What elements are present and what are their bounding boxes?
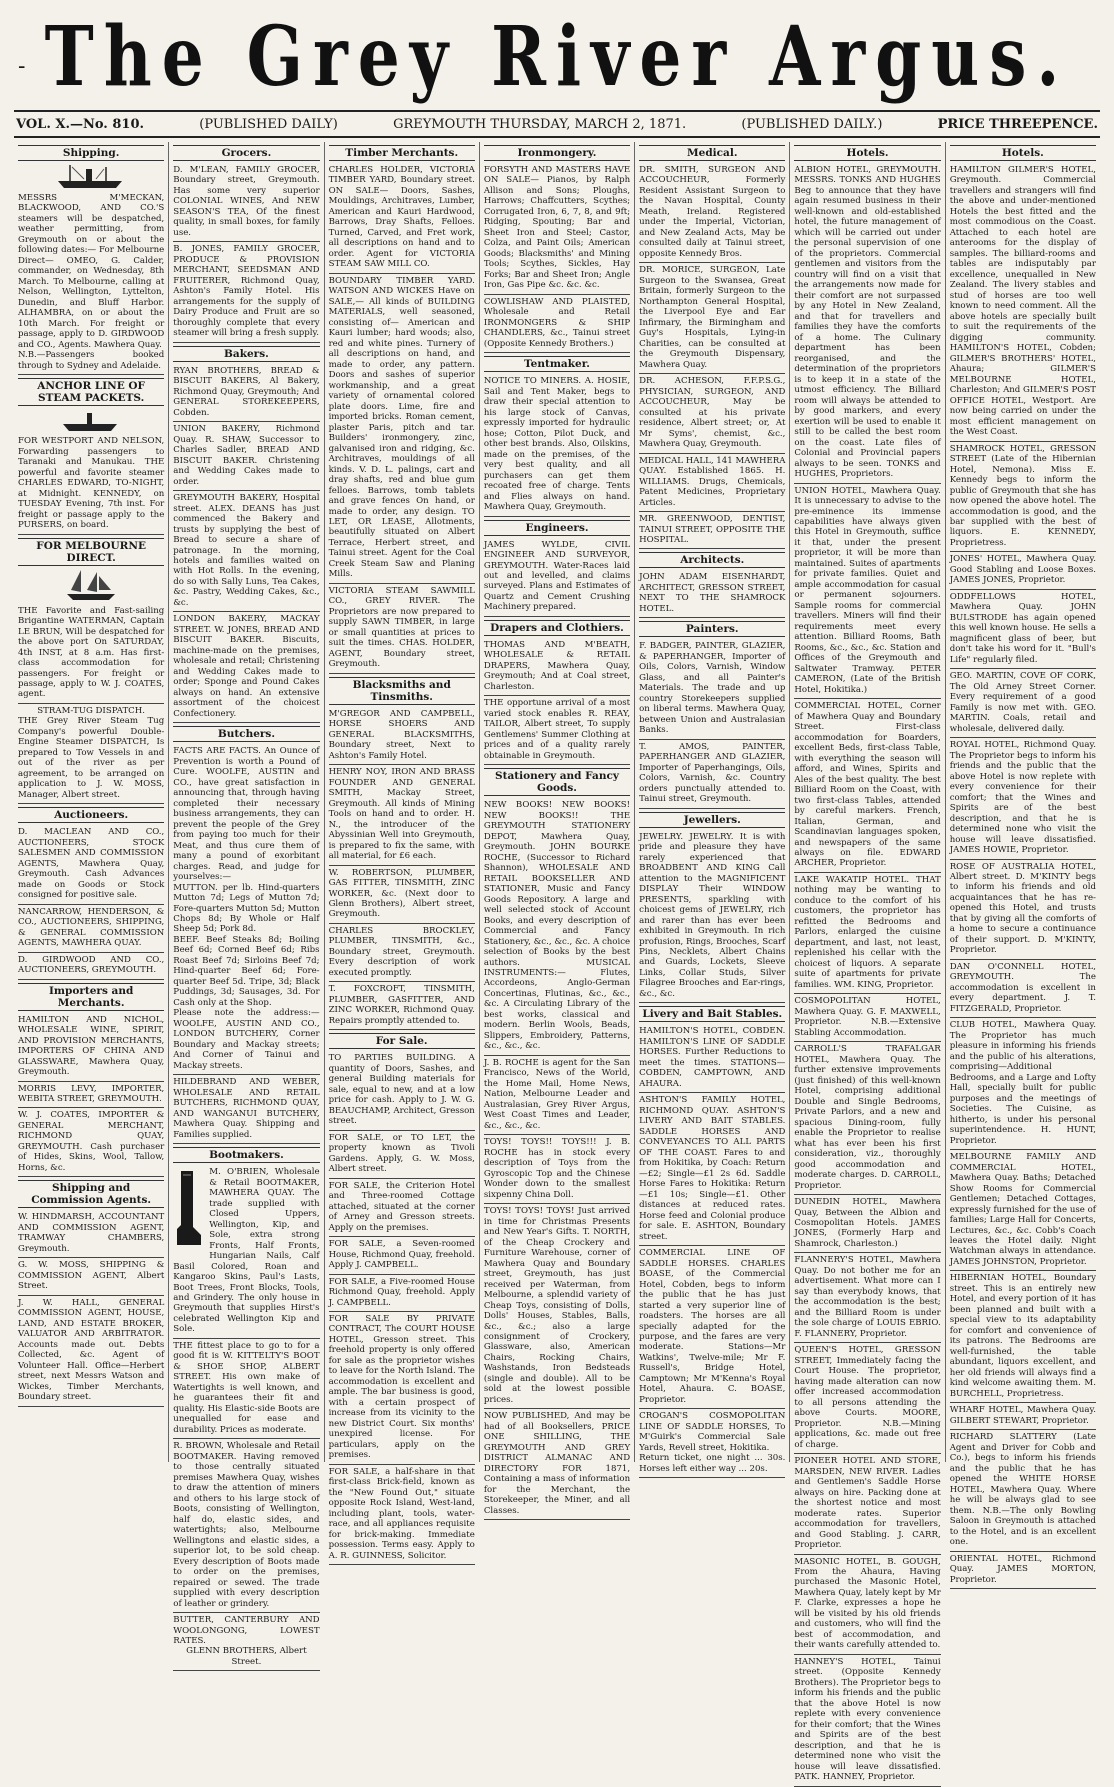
- ad-text: CLUB HOTEL, Mawhera Quay. The Proprietor has much pleasure in informing his friends and the public of his alterations, comprising—Additional Bedrooms, and a Large and Lofty Hall, specially built for public purposes and the meetings of Societies. The Cuisine, as hitherto, is under his personal superintendence. H. HUNT, Proprietor.: [949, 1020, 1096, 1146]
- boot-icon: [173, 1169, 203, 1251]
- masthead: [14, 6, 1100, 106]
- ad-text: D. M'LEAN, FAMILY GROCER, Boundary street, Greymouth. Has some very superior COLONIAL WINES, And NEW SEASON'S TEA, Of the finest quality, in small boxes, for family use.: [173, 165, 320, 238]
- ad-brockley: [329, 924, 475, 982]
- ad-text: FOR SALE, the Criterion Hotel and Three-roomed Cottage attached, situated at the corner of Arney and Gresson streets. Apply on the premises.: [328, 1180, 475, 1233]
- ad-greenwood: [639, 512, 785, 549]
- ad-girdwood: [18, 953, 164, 980]
- ad-rose-of-australia: [950, 860, 1096, 960]
- ad-text: HANNEY'S HOTEL, Tainui street. (Opposite Kennedy Brothers). The Proprietor begs to inform his friends and the public that the above Hotel is now replete with every convenience for their comfort; that the Wines and Spirits are of the best description, and that he is determined none who visit the house will leave dissatisfied. PATK. HANNEY, Proprietor.: [794, 1656, 941, 1783]
- ad-thomas-mbeath: [484, 638, 630, 696]
- ad-hibernian-hotel: [950, 1271, 1096, 1403]
- ad-new-books: [484, 798, 630, 1056]
- ad-gilmers-hotel: [950, 163, 1096, 442]
- ad-criterion: [329, 1179, 475, 1237]
- ad-note: N.B.—Passengers booked through to Sydney and Adelaide.: [18, 350, 165, 371]
- ad-text: HENRY NOY, IRON AND BRASS FOUNDER AND GENERAL SMITH, Mackay Street, Greymouth. All kinds of Mining Tools on hand and to order. H. N., the introducer of the Abyssinian Well into Greymouth, is prepared to fix the same, with all material, for £6 each.: [328, 767, 475, 862]
- ad-text: CHARLES HOLDER, VICTORIA TIMBER YARD, Boundary street. ON SALE— Doors, Sashes, Mouldings, Architraves, Lumber, American and Kauri Hardwood, Barrows, Dray Shafts, Felloes. Turned, Carved, and Fret work, all descriptions on hand and to order. Agent for VICTORIA STEAM SAW MILL CO.: [328, 165, 475, 270]
- ad-hanneys-hotel: [794, 1655, 940, 1787]
- ad-text: THOMAS AND M'BEATH, WHOLESALE & RETAIL DRAPERS, Mawhera Quay, Greymouth; And at Coal street, Charleston.: [483, 639, 631, 692]
- ad-text: MESSRS M'MECKAN, BLACKWOOD, AND CO.'S steamers will be despatched, weather permitting, from Greymouth on or about the following dates:— For Melbourne Direct— OMEO, G. Calder, commander, on Wednesday, 8th March. To Melbourne, calling at Nelson, Wellington, Lyttelton, Dunedin, and Bluff Harbor. ALHAMBRA, on or about the 10th March. For freight or passage, apply to D. GIRDWOOD and CO., Agents. Mawhera Quay.: [18, 193, 165, 350]
- ad-ashton: [639, 1093, 785, 1246]
- ad-text: CROGAN'S COSMOPOLITAN LINE OF SADDLE HORSES, To M'Guirk's Commercial Sale Yards, Revell street, Hokitika.: [639, 1411, 786, 1453]
- ad-text: MEDICAL HALL, 141 MAWHERA QUAY. Established 1865. H. WILLIAMS. Drugs, Chemicals, Patent Medicines, Proprietary Articles.: [639, 455, 786, 508]
- ad-text: J. B. ROCHE is agent for the San Francisco, News of the World, the Home Mail, Home News, Nation, Melbourne Leader and Australasian, Grey River Argus, West Coast Times and Leader, &c., &c., &c.: [483, 1057, 631, 1131]
- ad-cowlishaw: [484, 295, 630, 353]
- ad-geo-martin: [950, 669, 1096, 738]
- ad-text: DAN O'CONNELL HOTEL, GREYMOUTH. The accommodation is excellent in every department. J. T. FITZGERALD, Proprietor.: [949, 961, 1096, 1014]
- ad-text: FOR SALE BY PRIVATE CONTRACT, The COURT HOUSE HOTEL, Gresson street. This freehold property is only offered for sale as the proprietor wishes to leave for the North Island. The accommodation is excellent and ample. The bar business is good, with a certain prospect of increase from its vicinity to the new District Court. Six months' unexpired license. For particulars, apply on the premises.: [328, 1313, 475, 1461]
- price: PRICE THREEPENCE.: [937, 116, 1098, 132]
- ad-text: D. MACLEAN AND CO., AUCTIONEERS, STOCK SALESMEN AND COMMISSION AGENTS, Mawhera Quay, Greymouth. Cash Advances made on Goods or Stock consigned for positive sale.: [18, 827, 165, 901]
- ad-text: MORRIS LEVY, IMPORTER, WEBITA STREET, GREYMOUTH.: [18, 1083, 165, 1104]
- newspaper-title: The Grey River Argus.: [44, 7, 1070, 105]
- ad-text: JONES' HOTEL, Mawhera Quay. Good Stabling and Loose Boxes. JAMES JONES, Proprietor.: [949, 554, 1096, 586]
- ad-text: HAMILTON AND NICHOL, WHOLESALE WINE, SPIRIT, AND PROVISION MERCHANTS, IMPORTERS OF CHINA AND GLASSWARE, Mawhera Quay, Greymouth.: [18, 1014, 165, 1078]
- ad-roche-toys: [484, 1135, 630, 1204]
- ad-text: MELBOURNE FAMILY AND COMMERCIAL HOTEL, Mawhera Quay. Baths; Detached Show Rooms for Commercial Gentlemen; Detached Cottages, expressly furnished for the use of families; Large Hall for Concerts, Lectures, &c., &c. Cobb's Coach leaves the Hotel daily. Night Watchman always in attendance. JAMES JOHNSTON, Proprietor.: [949, 1152, 1096, 1267]
- ad-parties-building: [329, 1051, 475, 1130]
- section-heading: Stationery and Fancy Goods.: [484, 768, 630, 796]
- ad-text: T. FOXCROFT, TINSMITH, PLUMBER, GASFITTER, AND ZINC WORKER, Richmond Quay. Repairs promptly attended to.: [328, 984, 475, 1026]
- ad-cosmopolitan: [794, 994, 940, 1042]
- ad-text: DR. SMITH, SURGEON AND ACCOUCHEUR, Formerly Resident Assistant Surgeon to the Navan Hospital, County Meath, Ireland. Registered under the Imperial, Victorian, and New Zealand Acts, May be consulted daily at Tainui street, opposite Kennedy Bros.: [639, 165, 786, 259]
- price-list-beef: BEEF. Beef Steaks 8d; Boiling Beef 6d; Corned Beef 6d; Ribs Roast Beef 7d; Sirloins Beef 7d; Hind-quarter Beef 6d; Fore-quarter Beef 5d. Tripe, 3d; Black Puddings, 3d; Sausages, 3d. For Cash only at the Shop.: [173, 934, 320, 1008]
- section-heading: Engineers.: [484, 520, 630, 536]
- ad-dan-oconnell: [950, 960, 1096, 1018]
- ad-hall: [18, 1296, 164, 1407]
- ad-text: DUNEDIN HOTEL, Mawhera Quay, Between the Albion and Cosmopolitan Hotels. JAMES JONES, (Formerly Harp and Shamrock, Charleston.): [794, 1197, 941, 1249]
- ad-union-hotel: [794, 484, 940, 700]
- ad-waterman: [18, 604, 164, 704]
- ad-mlean: [173, 163, 319, 242]
- section-heading: Hotels.: [950, 145, 1096, 161]
- columns: [14, 142, 1100, 1783]
- ad-morris-levy: [18, 1082, 164, 1109]
- ad-victoria-sawmill: [329, 584, 475, 674]
- ad-text: UNION HOTEL, Mawhera Quay. It is unnecessary to advise to the pre-eminence its immense capabilities have always given this Hotel in Greymouth, suffice it that, under the present proprietor, it will be more than maintained. Suites of apartments for private families. Quiet and ample accommodation for casual or permanent sojourners. Sample rooms for commercial travellers. Miners will find their requirements meet every attention. Billiard Rooms, Bath Rooms, &c., &c., &c. Station and Offices of the Greymouth and Saltwater Tramway. PETER CAMERON, (Late of the British Hotel, Hokitika.): [794, 485, 941, 695]
- ad-text: COMMERCIAL HOTEL, Corner of Mawhera Quay and Boundary Street. First-class accommodation for Boarders, excellent Beds, first-class Table, with everything the season will afford, and Wines, Spirits and Ales of the best quality. The best Billiard Room on the Coast, with two first-class Tables, attended by careful markers. French, Italian, German, and Scandinavian languages spoken, and newspapers of the same always on file. EDWARD ARCHER, Proprietor.: [794, 701, 941, 869]
- ad-text: FACTS ARE FACTS. An Ounce of Prevention is worth a Pound of Cure. WOOLFE, AUSTIN and CO., have great satisfaction in announcing that, through having completed their necessary business arrangements, they can prevent the people of the Grey from paying too much for their Meat, and thus cure them of many a pound of exorbitant charges. Read, and judge for yourselves:—: [173, 746, 320, 883]
- ad-text: LONDON BAKERY, MACKAY STREET. W. JONES, BREAD AND BISCUIT BAKER. Biscuits, machine-made on the premises, wholesale and retail; Christening and Wedding Cakes made to order; Sponge and Pound Cakes always on hand. An extensive assortment of the choicest Confectionery.: [173, 614, 320, 719]
- column-7: [946, 142, 1100, 1585]
- column-4: [480, 142, 635, 1516]
- ad-oddfellows-hotel: [950, 590, 1096, 669]
- ad-text: SHAMROCK HOTEL, GRESSON STREET (Late of the Hibernian Hotel, Nemona). Miss E. Kennedy begs to inform the public of Greymouth that she has now opened the above hotel. The accommodation is good, and the bar supplied with the best of liquors. E. KENNEDY, Proprietress.: [949, 443, 1096, 548]
- section-heading: Importers and Merchants.: [18, 983, 164, 1011]
- ad-text: PIONEER HOTEL AND STORE, MARSDEN, NEW RIVER. Ladies and Gentlemen's Saddle Horse always on hire. Packing done at the shortest notice and most moderate rates. Superior accommodation for travellers, and Good Stabling. J. CARR, Proprietor.: [794, 1456, 941, 1551]
- ad-carrolls-trafalgar: [794, 1042, 940, 1195]
- ad-jewelry: [639, 830, 785, 1004]
- ad-roche-agent: [484, 1056, 630, 1135]
- ad-text: FOR WESTPORT AND NELSON, Forwarding passengers to Taranaki and Manukau. THE powerful and favorite steamer CHARLES EDWARD, TO-NIGHT, at Midnight. KENNEDY, on TUESDAY Evening, 7th inst. For freight or passage apply to the PURSERS, on board.: [18, 436, 165, 531]
- dateline-bar: [14, 110, 1100, 138]
- section-heading: Architects.: [639, 552, 785, 568]
- ad-text: M. O'BRIEN, Wholesale & Retail BOOTMAKER, MAWHERA QUAY. The trade supplied with Closed Uppers, Wellington, Kip, and Sole, extra strong Fronts, Half Fronts, Hungarian Nails, Calf Basil Colored, Roan and Kangaroo Skins, Paul's Lasts, Boot Trees, Front Blocks, Tools, and Grindery. The only house in Greymouth that supplies Hirst's celebrated Wellington Kip and Sole.: [173, 1167, 320, 1335]
- ad-nancarrow: [18, 905, 164, 953]
- section-heading: For Sale.: [329, 1033, 475, 1049]
- ad-text: HILDEBRAND AND WEBER, WHOLESALE AND RETAIL BUTCHERS, RICHMOND QUAY, AND WANGANUI BUTCHERY, Mawhera Quay. Shipping and Families supplied.: [173, 1077, 320, 1140]
- ad-text: W. J. COATES, IMPORTER & GENERAL MERCHANT, RICHMOND QUAY, GREYMOUTH. Cash purchaser of Hides, Skins, Wool, Tallow, Horns, &c.: [18, 1110, 165, 1173]
- ad-badger: [639, 639, 785, 739]
- ad-text: W. HINDMARSH, ACCOUNTANT AND COMMISSION AGENT, TRAMWAY CHAMBERS, Greymouth.: [18, 1212, 165, 1254]
- ad-coates: [18, 1108, 164, 1177]
- ad-shamrock-hotel: [950, 442, 1096, 553]
- ad-greymouth-bakery: [173, 491, 319, 612]
- ad-text: THE Favorite and Fast-sailing Brigantine WATERMAN, Captain LE BRUN, Will be despatched for the above port On SATURDAY, 4th INST, at 8 a.m. Has first-class accommodation for passengers. For freight or passage, apply to W. J. COATES, agent.: [18, 605, 165, 700]
- ad-text: ODDFELLOWS HOTEL, Mawhera Quay. JOHN BULSTRODE has again opened this well known house. He sells a magnificent glass of beer, but don't take his word for it. "Bull's Life" regularly filed.: [949, 591, 1096, 665]
- ad-reay: [484, 696, 630, 765]
- column-2: [169, 142, 324, 1667]
- ad-white-horse-hotel: [950, 1430, 1096, 1551]
- ad-text: HAMILTON GILMER'S HOTEL, Greymouth. Commercial travellers and strangers will find the above and under-mentioned Hotels the best fitted and the most commodious on the Coast. Attached to each hotel are anterooms for the display of samples. The billiard-rooms and tables are indisputably par excellence, unequalled in New Zealand. The livery stables and stud of horses are too well known to need comment. All the above hotels are specially built to suit the requirements of the digging community. HAMILTON'S HOTEL, Cobden; GILMER'S BROTHERS' HOTEL, Ahaura; GILMER'S MELBOURNE HOTEL, Charleston; And GILMER'S POST OFFICE HOTEL, Westport. Are now being carried on under the most efficient management on the West Coast.: [949, 165, 1096, 438]
- ad-text: CARROLL'S TRAFALGAR HOTEL, Mawhera Quay. The further extensive improvements (just finished) of this well-known Hotel, comprising additional Double and Single Bedrooms, Private Parlors, and a new and spacious Dining-room, fully enable the Proprietor to realise what has ever been his first consideration, viz., thoroughly good accommodation and moderate charges. D. CARROLL, Proprietor.: [794, 1044, 941, 1191]
- column-3: [325, 142, 480, 1561]
- ad-club-hotel: [950, 1018, 1096, 1150]
- ad-commercial-hotel: [794, 699, 940, 873]
- ad-text: BOUNDARY TIMBER YARD. WATSON AND WICKES Have on SALE,— All kinds of BUILDING MATERIALS, well seasoned, consisting of— American and Kauri lumber; hard woods; also, red and white pines. Turnery of all descriptions on hand, and made to order, any pattern. Doors and sashes of superior workmanship, and a great variety of ornamental colored plate doors. Lime, fire and imported bricks. Roman cement, plaster Paris, pitch and tar. Builders' ironmongery, zinc, galvanised iron and ridging, &c. Architraves, mouldings of all kinds. V. D. L. palings, cart and dray shafts, red and blue gum felloes. Barrows, tomb tablets and grave fences On hand, or made to order, any design. TO LET, OR LEASE, Allotments, beautifully situated on Albert Terrace, Herbert street, and Tainui street. Agent for the Coal Creek Steam Saw and Planing Mills.: [328, 275, 475, 580]
- ad-moss: [18, 1258, 164, 1295]
- ad-text: FOR SALE, a half-share in that first-class Brick-field, known as the "New Found Out," situate opposite Rock Island, West-land, including plant, tools, water-race, and all appliances requisite for brick-making. Immediate possession. Terms easy. Apply to A. R. GUINNESS, Solicitor.: [328, 1466, 475, 1561]
- ad-jones-grocer: [173, 242, 319, 342]
- ad-butter: [173, 1613, 319, 1671]
- ad-amos: [639, 740, 785, 809]
- ad-text: NANCARROW, HENDERSON, & CO., AUCTIONEERS, SHIPPING, & GENERAL COMMISSION AGENTS, MAWHERA QUAY.: [18, 906, 165, 949]
- ad-text: VICTORIA STEAM SAWMILL CO., GREY RIVER. The Proprietors are now prepared to supply SAWN TIMBER, in large or small quantities at prices to suit the times. CHAS. HOLDER, AGENT, Boundary street, Greymouth.: [328, 585, 475, 670]
- ad-address: Please note the address:— WOOLFE, AUSTIN AND CO., LONDON BUTCHERY, Corner Boundary and Mackay streets; And Corner of Tainui and Mackay streets.: [173, 1008, 320, 1071]
- section-heading: Shipping and Commission Agents.: [18, 1180, 164, 1208]
- place-and-date: GREYMOUTH THURSDAY, MARCH 2, 1871.: [393, 116, 687, 132]
- ad-text: J. W. HALL, GENERAL COMMISSION AGENT, HOUSE, LAND, AND ESTATE BROKER, VALUATOR AND ARBITRATOR. Accounts made out. Debts Collected, &c. Agent of Volunteer Hall. Office—Herbert street, next Messrs Watson and Wickes, Timber Merchants, Boundary street.: [18, 1297, 165, 1403]
- margin-mark: -: [18, 54, 26, 79]
- ad-mgregor: [329, 707, 475, 765]
- ad-text: JAMES WYLDE, CIVIL ENGINEER AND SURVEYOR, GREYMOUTH. Water-Races laid out and levelled, and claims surveyed. Plans and Estimates of Quartz and Cement Crushing Machinery prepared.: [483, 539, 631, 613]
- ad-facts: [173, 744, 319, 1075]
- ad-kittelty: [173, 1339, 319, 1439]
- ad-foxcroft: [329, 982, 475, 1030]
- ad-text: DR. ACHESON, F.F.P.S.G., PHYSICIAN, SURGEON, AND ACCOUCHEUR, May be consulted at his private residence, Albert street; or, At Mr Syms', chemist, &c., Mawhera Quay, Greymouth.: [639, 376, 786, 450]
- ad-text: T. AMOS, PAINTER, PAPERHANGER AND GLAZIER, Importer of Paperhangings, Oils, Colors, Varnish, &c. Country orders punctually attended to. Tainui street, Greymouth.: [639, 741, 786, 805]
- section-heading: Hotels.: [794, 145, 940, 161]
- section-heading: Ironmongery.: [484, 145, 630, 161]
- ad-text: DR. MORICE, SURGEON, Late Surgeon to the Swansea, Great Britain, formerly Surgeon to the Northampton General Hospital, the Liverpool Eye and Ear Infirmary, the Birmingham and Guy's Hospitals, Lying-in Charities, can be consulted at the Greymouth Dispensary, Mawhera Quay.: [639, 265, 786, 370]
- ad-text: LAKE WAKATIP HOTEL. THAT nothing may be wanting to conduce to the comfort of his customers, the proprietor has refitted the Bedrooms and Parlors, enlarged the cuisine department, and last, not least, replenished his cellar with the choicest of liquors. A separate suite of apartments for private families. WM. KING, Proprietor.: [794, 874, 941, 990]
- ad-text: MR. GREENWOOD, DENTIST, TAINUI STREET, OPPOSITE THE HOSPITAL.: [639, 514, 786, 545]
- ad-north-toys: [484, 1204, 630, 1409]
- section-heading: Jewellers.: [639, 812, 785, 828]
- section-heading: Butchers.: [173, 726, 319, 742]
- ad-court-house-hotel: [329, 1312, 475, 1465]
- ad-text: JEWELRY. JEWELRY. It is with pride and pleasure they have rarely experienced that BROADBENT AND KING Call attention to the MAGNIFICENT DISPLAY Their WINDOW PRESENTS, sparkling with choicest gems of JEWELRY, rich and rarer than has ever been exhibited in Greymouth. In rich profusion, Rings, Brooches, Scarf Pins, Necklets, Albert Chains and Guards, Lockets, Sleeve Links, Collar Studs, Silver Filagree Brooches and Ear-rings, &c., &c.: [639, 831, 786, 999]
- published-daily-right: (PUBLISHED DAILY.): [741, 116, 883, 132]
- ad-anchor-line: [18, 434, 164, 534]
- ad-oriental-hotel: [950, 1552, 1096, 1589]
- section-heading: Medical.: [639, 145, 785, 161]
- ad-tivoli: [329, 1131, 475, 1179]
- ad-text: M'GREGOR AND CAMPBELL, HORSE SHOERS AND GENERAL BLACKSMITHS, Boundary street, Next to Ashton's Family Hotel.: [328, 708, 475, 761]
- ad-text: CHARLES BROCKLEY, PLUMBER, TINSMITH, &c., Boundary street, Greymouth. Every description of work executed promptly.: [328, 925, 475, 978]
- ad-text: B. JONES, FAMILY GROCER, PRODUCE & PROVISION MERCHANT, SEEDSMAN AND FRUITERER, Richmond Quay, Ashton's Family Hotel. His arrangements for the supply of Dairy Produce and Fruit are so thoroughly complete that every steamer will bring a fresh supply.: [173, 244, 320, 339]
- section-heading: ANCHOR LINE OF STEAM PACKETS.: [18, 378, 164, 406]
- section-heading: Shipping.: [18, 145, 164, 161]
- ad-text: WHARF HOTEL, Mawhera Quay. GILBERT STEWART, Proprietor.: [949, 1405, 1096, 1426]
- ad-almanac: [484, 1409, 630, 1520]
- section-heading: Bakers.: [173, 346, 319, 362]
- ad-union-bakery: [173, 422, 319, 491]
- ad-signature: GLENN BROTHERS, Albert Street.: [186, 1646, 307, 1667]
- ad-text: THE fittest place to go to for a good fit is W. KITTELTY'S BOOT & SHOE SHOP, ALBERT STREET. His own make of Watertights is well known, and he guarantees their fit and quality. His Elastic-side Boots are unequalled for ease and durability. Prices as moderate.: [173, 1340, 320, 1435]
- column-1: [14, 142, 169, 1462]
- ad-masonic-hotel: [794, 1555, 940, 1655]
- column-5: [635, 142, 790, 1474]
- ad-henry-noy: [329, 765, 475, 865]
- ad-text: THE opportune arrival of a most varied stock enables R. REAY, TAILOR, Albert street, To supply Gentlemens' Summer Clothing at prices and of a quality rarely obtainable in Greymouth.: [483, 698, 631, 761]
- section-heading: Auctioneers.: [18, 807, 164, 823]
- ad-dr-morice: [639, 263, 785, 374]
- ad-seven-room-house: [329, 1237, 475, 1274]
- ad-hildebrand: [173, 1075, 319, 1144]
- ad-text: BUTTER, CANTERBURY AND WOOLONGONG, LOWEST RATES.: [173, 1615, 320, 1646]
- ad-text: ROYAL HOTEL, Richmond Quay. The Proprietor begs to inform his friends and the public that the above Hotel is now replete with every convenience for their comfort; that the Wines and Spirits are of the best description, and that he is determined none who visit the house will leave dissatisfied. JAMES HOWIE, Proprietor.: [949, 740, 1096, 856]
- ad-text: GREYMOUTH BAKERY, Hospital street. ALEX. DEANS has just commenced the Bakery and trusts by supplying the best of Bread to secure a share of patronage. In the morning, hotels and families waited on with Hot Rolls. In the evening, do so with Sally Luns, Tea Cakes, &c. Pastry, Wedding Cakes, &c., &c.: [173, 493, 320, 608]
- ad-text: COWLISHAW AND PLAISTED, Wholesale and Retail IRONMONGERS & SHIP CHANDLERS, &c., Tainui street (Opposite Kennedy Brothers.): [483, 296, 631, 349]
- ad-text: ALBION HOTEL, GREYMOUTH. MESSRS. TONKS AND HUGHES Beg to announce that they have again resumed business in their well-known and old-established hotel, the future management of which will be carried out under the personal supervision of one of the proprietors. Commercial gentlemen and visitors from the country will find on a visit that the arrangements now made for their comfort are not surpassed by any Hotel in New Zealand, and that for travellers and families they have the comforts of a home. The Culinary department has been reorganised, and the determination of the proprietors is to keep it in a state of the utmost efficiency. The Billiard room will always be attended to by good markers, and every exertion will be used to enable it still to be called the best room on the coast. Late files of Colonial and Provincial papers always to be seen. TONKS and HUGHES, Proprietors.: [794, 165, 941, 480]
- ad-text: COMMERCIAL LINE OF SADDLE HORSES. CHARLES BOASE, of the Commercial Hotel, Cobden, begs to inform the public that he has just started a very superior line of roadsters. The horses are all specially adapted for the purpose, and the fares are very moderate. Stations—Mr Watkins', Twelve-mile; Mr F. Russell's, Bridge Hotel, Camptown; Mr M'Kenna's Royal Hotel, Ahaura. C. BOASE, Proprietor.: [639, 1248, 786, 1405]
- ad-london-bakery: [173, 612, 319, 723]
- ad-text: TO PARTIES BUILDING. A quantity of Doors, Sashes, and general Building materials for sale, equal to new, and at a low price for cash. Apply to J. W. G. BEAUCHAMP, Architect, Gresson street.: [328, 1053, 475, 1127]
- ad-text: UNION BAKERY, Richmond Quay. R. SHAW, Successor to Charles Sadler, BREAD AND BISCUIT BAKER. Christening and Wedding Cakes made to order.: [173, 424, 320, 487]
- ad-text: TOYS! TOYS! TOYS! Just arrived in time for Christmas Presents and New Year's Gifts. T. NORTH, of the Cheap Crockery and Furniture Warehouse, corner of Mawhera Quay and Boundary street, Greymouth, has just received per Waterman, from Melbourne, a splendid variety of Cheap Toys, consisting of Dolls, Dolls' Houses, Stables, Balls, &c., &c.; also a large consignment of Crockery, Glassware, also, American Chairs, Rocking Chairs, Washstands, Iron Bedsteads (single and double). All to be sold at the lowest possible prices.: [483, 1206, 631, 1405]
- ad-text: HAMILTON'S HOTEL, COBDEN. HAMILTON'S LINE OF SADDLE HORSES. Further Reductions to meet the times. STATIONS—COBDEN, CAMPTOWN, AND AHAURA.: [639, 1026, 786, 1089]
- ad-text: THE Grey River Steam Tug Company's powerful Double-Engine Steamer DISPATCH, Is prepared to Tow Vessels in and out of the river as per agreement, to be arranged on application to J. W. MOSS, Manager, Albert street.: [18, 716, 165, 800]
- column-6: [790, 142, 945, 1783]
- ad-five-room-house: [329, 1275, 475, 1312]
- ad-text: G. W. MOSS, SHIPPING & COMMISSION AGENT, Albert Street.: [18, 1260, 165, 1292]
- ad-text: FOR SALE, a Five-roomed House Richmond Quay, freehold. Apply J. CAMPBELL.: [328, 1276, 475, 1308]
- ad-text: MASONIC HOTEL, B. GOUGH, From the Ahaura, Having purchased the Masonic Hotel, Mawhera Quay, lately kept by Mr F. Clarke, expresses a hope he will be visited by his old friends and customers, who will find the best of accommodation, and their wants carefully attended to.: [794, 1556, 941, 1651]
- ad-flannerys-hotel: [794, 1253, 940, 1343]
- ad-saddle-horses: [639, 1246, 785, 1409]
- ad-text: FORSYTH AND MASTERS HAVE ON SALE— Pianos, by Ralph Allison and Sons; Ploughs, Harrows; Chaffcutters, Scythes; Corrugated Iron, 6, 7, 8, and 9ft; Ridging, Spouting; Bar and Sheet Iron and Steel; Castor, Colza, and Paint Oils; American Goods; Blacksmiths' and Mining Tools; Scythes, Sickles, Hay Forks; Bar and Sheet Iron; Angle Iron, Gas Pipe &c. &c. &c.: [483, 165, 631, 291]
- section-heading: Blacksmiths and Tinsmiths.: [329, 677, 475, 705]
- ad-text: FLANNERY'S HOTEL, Mawhera Quay. Do not bother me for an advertisement. What more can I say than everybody knows, that the accommodation is the best; and the Billiard Room is under the sole charge of LOUIS EBRIO. F. FLANNERY, Proprietor.: [794, 1255, 941, 1339]
- section-heading: Painters.: [639, 621, 785, 637]
- ad-hindmarsh: [18, 1210, 164, 1258]
- ad-text: NOW PUBLISHED, And may be had of all Booksellers, PRICE ONE SHILLING, THE GREYMOUTH AND GREY DISTRICT ALMANAC AND DIRECTORY FOR 1871, Containing a mass of information for the Merchant, the Storekeeper, the Miner, and all Classes.: [483, 1411, 631, 1516]
- ad-fares: Return ticket, one night ... 30s. Horses left either way ... 20s.: [639, 1453, 786, 1474]
- ad-text: ORIENTAL HOTEL, Richmond Quay. JAMES MORTON, Proprietor.: [949, 1553, 1096, 1585]
- ad-wharf-hotel: [950, 1403, 1096, 1430]
- ad-text: NEW BOOKS! NEW BOOKS! NEW BOOKS!! THE GREYMOUTH STATIONERY DEPOT, Mawhera Quay, Greymouth. JOHN BOURKE ROCHE, (Successor to Richard Shannon), WHOLESALE AND RETAIL BOOKSELLER AND STATIONER, Music and Fancy Goods Repository. A large and well selected stock of Account Books, and every description of Commercial and Fancy Stationery, &c., &c., &c. A choice selection of Books by the best authors. MUSICAL INSTRUMENTS:— Flutes, Accordeons, Anglo-German Concertinas, Flutinas, &c., &c., &c. A Circulating Library of the best works, classical and modern. Berlin Wools, Beads, Slippers, Embroidery, Patterns, &c., &c., &c.: [483, 800, 631, 1052]
- section-heading: FOR MELBOURNE DIRECT.: [18, 538, 164, 566]
- section-heading: Livery and Bait Stables.: [639, 1006, 785, 1022]
- ad-mmeckan-blackwood: [18, 191, 164, 375]
- ad-text: TOYS! TOYS!! TOYS!!! J. B. ROCHE has in stock every description of Toys from the Gyroscopic Top and the Chinese Wonder down to the smallest sixpenny China Doll.: [483, 1137, 631, 1200]
- ad-text: F. BADGER, PAINTER, GLAZIER, & PAPERHANGER, Importer of Oils, Colors, Varnish, Window Glass, and all Painter's Materials. The trade and up country Storekeepers supplied on liberal terms. Mawhera Quay, between Union and Australasian Banks.: [639, 641, 786, 736]
- ad-text: FOR SALE, or TO LET, the property known as Tivoli Gardens. Apply, G. W. Moss, Albert street.: [328, 1132, 475, 1175]
- ad-text: NOTICE TO MINERS. A. HOSIE, Sail and Tent Maker, begs to draw their special attention to his large stock of Canvas, expressly imported for hydraulic hose; Cotton, Pilot Duck, and other best brands. Also, Oilskins, made on the premises, of the very best quality, and all purchasers can get them recoated free of charge. Tents and Flies always on hand. Mawhera Quay, Greymouth.: [483, 376, 631, 513]
- ad-charles-holder: [329, 163, 475, 274]
- ad-dr-acheson: [639, 374, 785, 453]
- ad-hamilton-nichol: [18, 1013, 164, 1082]
- ad-text: RYAN BROTHERS, BREAD & BISCUIT BAKERS, Al Bakery, Richmond Quay, Greymouth; And GENERAL STOREKEEPERS, Cobden.: [173, 365, 320, 418]
- ad-text: ASHTON'S FAMILY HOTEL, RICHMOND QUAY. ASHTON'S LIVERY AND BAIT STABLES. SADDLE HORSES AND CONVEYANCES TO ALL PARTS OF THE COAST. Fares to and from Hokitika, by Coach: Return—£2; Single—£1 2s 6d. Saddle Horse Fares to Hokitika: Return—£1 10s; Single—£1. Other distances at reduced rates. Horse feed and Colonial produce for sale. E. ASHTON, Boundary street.: [639, 1095, 786, 1242]
- ad-albion-hotel: [794, 163, 940, 484]
- published-daily-left: (PUBLISHED DAILY): [199, 116, 338, 132]
- ad-brick-field: [329, 1465, 475, 1565]
- ad-hamiltons-hotel: [639, 1024, 785, 1093]
- section-heading: Tentmaker.: [484, 356, 630, 372]
- ad-text: JOHN ADAM EISENHARDT, ARCHITECT, GRESSON STREET, NEXT TO THE SHAMROCK HOTEL.: [639, 572, 786, 614]
- ad-boundary-timber: [329, 274, 475, 584]
- section-heading: Drapers and Clothiers.: [484, 620, 630, 636]
- price-list-mutton: MUTTON. per lb. Hind-quarters Mutton 7d; Legs of Mutton 7d; Fore-quarters Mutton 5d; Mutton Chops 8d; By Whole or Half Sheep 5d; Pork 8d.: [173, 882, 320, 935]
- ad-title: STRAM-TUG DISPATCH.: [37, 705, 145, 716]
- ad-pioneer-hotel: [794, 1454, 940, 1554]
- ad-dunedin-hotel: [794, 1195, 940, 1253]
- section-heading: Grocers.: [173, 145, 319, 161]
- ad-text: GEO. MARTIN, COVE OF CORK, The Old Arney Street Corner. Every requirement of a good Family is now met with. GEO. MARTIN. Coals, retail and wholesale, delivered daily.: [949, 671, 1096, 734]
- ad-jones-hotel: [950, 552, 1096, 589]
- ad-brown: [173, 1439, 319, 1613]
- ad-text: ROSE OF AUSTRALIA HOTEL, Albert street. D. M'KINTY begs to inform his friends and old acquaintances that he has re-opened this Hotel, and trusts that by giving all the comforts of a home to secure a continuance of their support. D. M'KINTY, Proprietor.: [949, 861, 1096, 956]
- ad-text: RICHARD SLATTERY (Late Agent and Driver for Cobb and Co.), begs to inform his friends and the public that he has opened the WHITE HORSE HOTEL, Mawhera Quay. Where he will be always glad to see them. N.B.—The only Bowling Saloon in Greymouth is attached to the Hotel, and is an excellent one.: [949, 1432, 1096, 1548]
- ad-text: D. GIRDWOOD AND CO., AUCTIONEERS, GREYMOUTH.: [18, 954, 165, 976]
- ad-dr-smith: [639, 163, 785, 263]
- ad-text: QUEEN'S HOTEL, GRESSON STREET, Immediately facing the Court House. The proprietor, having made alteration can now offer increased accommodation to all persons attending the above Courts. MOORE, Proprietor. N.B.—Mining applications, &c. made out free of charge.: [794, 1345, 941, 1450]
- ad-text: FOR SALE, a Seven-roomed House, Richmond Quay, freehold. Apply J. CAMPBELL.: [328, 1239, 475, 1271]
- ad-wylde: [484, 538, 630, 617]
- ad-text: W. ROBERTSON, PLUMBER, GAS FITTER, TINSMITH, ZINC WORKER, &c. (Next door to Glenn Brothers), Albert street, Greymouth.: [328, 867, 475, 920]
- ad-medical-hall: [639, 454, 785, 512]
- ad-crogan: [639, 1409, 785, 1478]
- ad-text: R. BROWN, Wholesale and Retail BOOTMAKER. Having removed to those centrally situated premises Mawhera Quay, wishes to draw the attention of miners and others to his large stock of Boots, consisting of Wellington, half do, elastic sides, and watertights; also, Melbourne Wellingtons and elastic sides, a superior lot, to be sold cheap. Every description of Boots made to order on the premises, repaired or sewed. The trade supplied with every description of leather or grindery.: [173, 1441, 320, 1609]
- sailing-ship-icon: [18, 568, 164, 602]
- ad-obrien: [173, 1165, 319, 1339]
- steamship-icon: [18, 408, 164, 432]
- ad-ryan-brothers: [173, 364, 319, 422]
- ad-hosie: [484, 374, 630, 516]
- volume-number: VOL. X.—No. 810.: [16, 116, 145, 132]
- section-heading: Timber Merchants.: [329, 145, 475, 161]
- ad-lake-wakatip: [794, 873, 940, 994]
- ad-text: HIBERNIAN HOTEL, Boundary street. This is an entirely new Hotel, and every portion of it has been planned and built with a special view to its adaptability for comfort and convenience of its patrons. The Bedrooms are well-furnished, the table abundant, liquors excellent, and her old friends will always find a kind welcome awaiting them. M. BURCHELL, Proprietress.: [949, 1273, 1096, 1399]
- ad-maclean: [18, 825, 164, 904]
- steamship-icon: [18, 163, 164, 189]
- ad-melbourne-hotel: [950, 1150, 1096, 1271]
- ad-text: COSMOPOLITAN HOTEL, Mawhera Quay. G. F. MAXWELL, Proprietor. N.B.—Extensive Stabling Accommodation.: [794, 996, 941, 1038]
- section-heading: Bootmakers.: [173, 1147, 319, 1163]
- ad-eisenhardt: [639, 570, 785, 618]
- ad-forsyth-masters: [484, 163, 630, 295]
- ad-steam-tug: [18, 704, 164, 804]
- ad-robertson: [329, 866, 475, 924]
- ad-queens-hotel: [794, 1343, 940, 1454]
- ad-royal-hotel: [950, 738, 1096, 859]
